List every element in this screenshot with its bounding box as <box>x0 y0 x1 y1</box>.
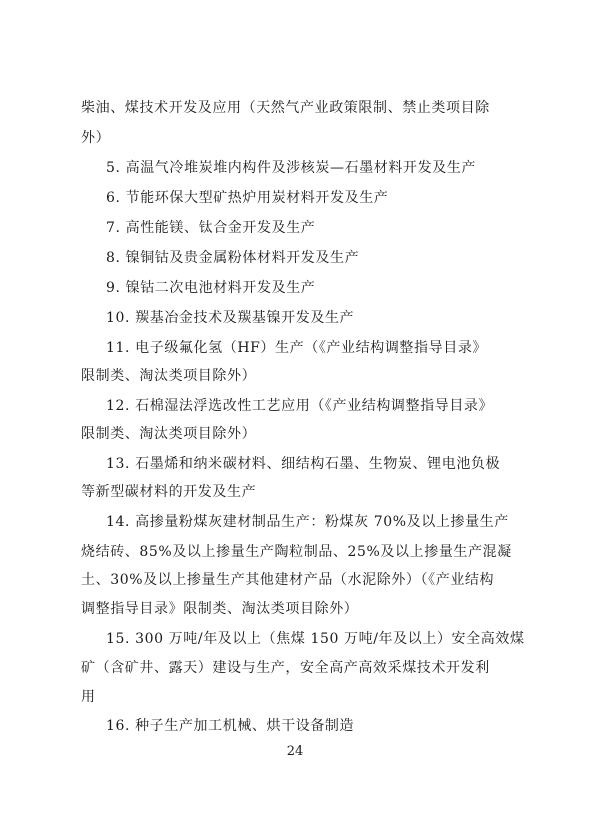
list-item: 5. 高温气冷堆炭堆内构件及涉核炭—石墨材料开发及生产 <box>106 160 477 176</box>
list-item: 12. 石棉湿法浮选改性工艺应用（《产业结构调整指导目录》 <box>106 398 494 414</box>
list-item: 7. 高性能镁、钛合金开发及生产 <box>106 220 316 236</box>
list-item: 10. 羰基冶金技术及羰基镍开发及生产 <box>106 310 355 326</box>
text-line: 烧结砖、85%及以上掺量生产陶粒制品、25%及以上掺量生产混凝 <box>81 544 512 560</box>
list-item: 11. 电子级氟化氢（HF）生产（《产业结构调整指导目录》 <box>106 340 488 356</box>
text-line: 土、30%及以上掺量生产其他建材产品（水泥除外）（《产业结构 <box>81 572 495 588</box>
list-item: 9. 镍钴二次电池材料开发及生产 <box>106 280 316 296</box>
list-item: 6. 节能环保大型矿热炉用炭材料开发及生产 <box>106 190 389 206</box>
list-item: 16. 种子生产加工机械、烘干设备制造 <box>106 718 355 734</box>
text-line: 外） <box>81 130 111 146</box>
text-line: 用 <box>81 689 96 705</box>
list-item: 13. 石墨烯和纳米碳材料、细结构石墨、生物炭、锂电池负极 <box>106 456 501 472</box>
list-item: 15. 300 万吨/年及以上（焦煤 150 万吨/年及以上）安全高效煤 <box>106 631 525 647</box>
text-line: 限制类、淘汰类项目除外） <box>81 426 257 442</box>
text-line: 柴油、煤技术开发及应用（天然气产业政策限制、禁止类项目除 <box>81 100 490 116</box>
text-line: 限制类、淘汰类项目除外） <box>81 368 257 384</box>
text-line: 矿（含矿井、露天）建设与生产，安全高产高效采煤技术开发利 <box>81 660 490 676</box>
page-number: 24 <box>286 744 304 759</box>
list-item: 8. 镍铜钴及贵金属粉体材料开发及生产 <box>106 250 360 266</box>
list-item: 14. 高掺量粉煤灰建材制品生产：粉煤灰 70%及以上掺量生产 <box>106 514 509 530</box>
text-line: 调整指导目录》限制类、淘汰类项目除外） <box>81 601 359 617</box>
text-line: 等新型碳材料的开发及生产 <box>81 484 257 500</box>
